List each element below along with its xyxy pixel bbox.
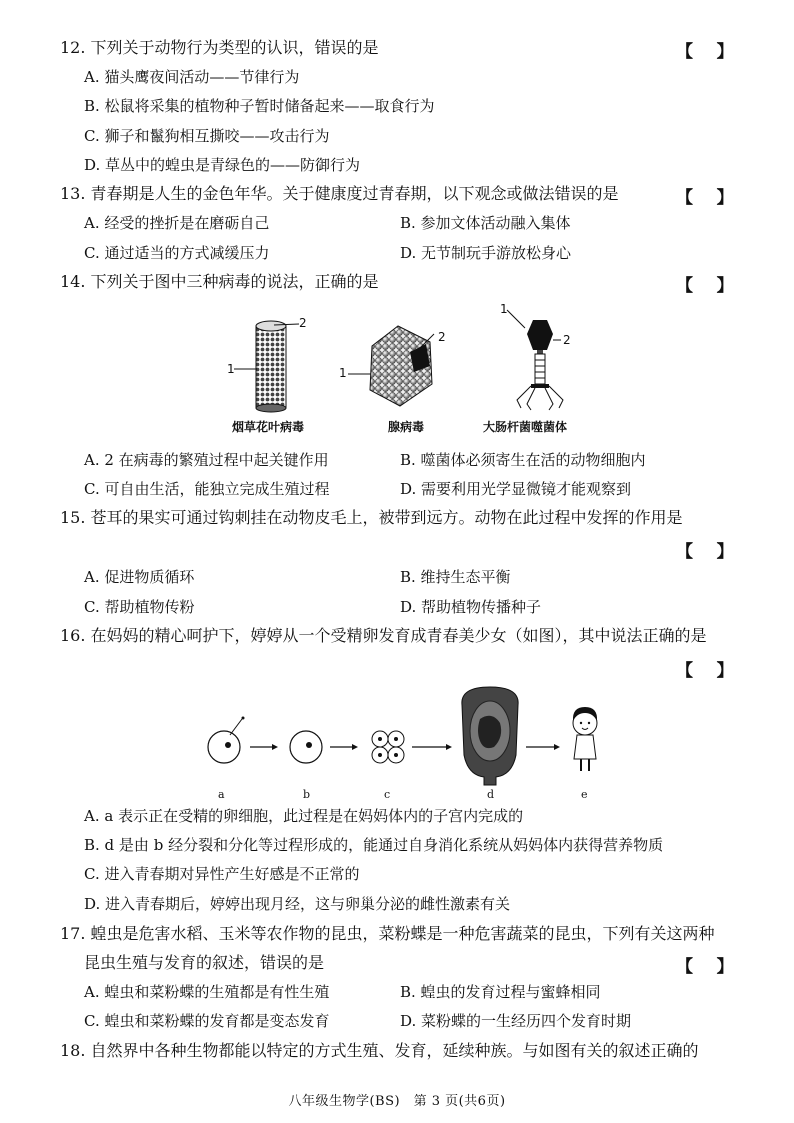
q16-option-c: C. 进入青春期对异性产生好感是不正常的 (84, 865, 360, 883)
phage-part-2-label: 2 (563, 333, 571, 347)
bacteriophage-label: 大肠杆菌噬菌体 (483, 420, 568, 434)
q16-stem: 16. 在妈妈的精心呵护下，婷婷从一个受精卵发育成青春美少女（如图），其中说法正确的是 (60, 626, 707, 645)
q13-answer-bracket: 【 】 (676, 188, 734, 208)
q13-stem: 13. 青春期是人生的金色年华。关于健康度过青春期，以下观念或做法错误的是 (60, 184, 619, 203)
q15-answer-bracket: 【 】 (676, 542, 734, 562)
q17-stem-line1: 17. 蝗虫是危害水稻、玉米等农作物的昆虫，菜粉蝶是一种危害蔬菜的昆虫，下列有关这两种 (60, 924, 715, 943)
q17-option-d: D. 菜粉蝶的一生经历四个发育时期 (400, 1012, 632, 1030)
tmv-part-1-label: 1 (227, 362, 235, 376)
q13-option-a: A. 经受的挫折是在磨砺自己 (84, 214, 270, 232)
q14-answer-bracket: 【 】 (676, 276, 734, 296)
q14-option-b: B. 噬菌体必须寄生在活的动物细胞内 (400, 451, 646, 469)
stage-a-label: a (218, 788, 225, 801)
q15-option-a: A. 促进物质循环 (84, 568, 195, 586)
q18-stem: 18. 自然界中各种生物都能以特定的方式生殖、发育，延续种族。与如图有关的叙述正确的 (60, 1041, 699, 1060)
stage-c-label: c (384, 788, 391, 801)
q12-option-c: C. 狮子和鬣狗相互撕咬——攻击行为 (84, 127, 330, 145)
q17-stem-line2: 昆虫生殖与发育的叙述，错误的是 (84, 953, 325, 972)
q16-option-d: D. 进入青春期后，婷婷出现月经，这与卵巢分泌的雌性激素有关 (84, 895, 511, 913)
q16-option-a: A. a 表示正在受精的卵细胞，此过程是在妈妈体内的子宫内完成的 (84, 807, 524, 825)
page-footer: 八年级生物学(BS) 第 3 页(共6页) (288, 1094, 506, 1109)
q14-option-c: C. 可自由生活，能独立完成生殖过程 (84, 480, 330, 498)
q14-option-d: D. 需要利用光学显微镜才能观察到 (400, 480, 632, 498)
q17-option-a: A. 蝗虫和菜粉蝶的生殖都是有性生殖 (84, 983, 330, 1001)
q15-option-b: B. 维持生态平衡 (400, 568, 511, 586)
q12-option-d: D. 草丛中的蝗虫是青绿色的——防御行为 (84, 156, 361, 174)
stage-e-label: e (581, 788, 588, 801)
q17-option-b: B. 蝗虫的发育过程与蜜蜂相同 (400, 983, 601, 1001)
q12-option-b: B. 松鼠将采集的植物种子暂时储备起来——取食行为 (84, 97, 435, 115)
q16-option-b: B. d 是由 b 经分裂和分化等过程形成的，能通过自身消化系统从妈妈体内获得营养物质 (84, 836, 664, 854)
q12-option-a: A. 猫头鹰夜间活动——节律行为 (84, 68, 300, 86)
q16-answer-bracket: 【 】 (676, 661, 734, 681)
bacteriophage-figure (495, 300, 585, 415)
q14-stem: 14. 下列关于图中三种病毒的说法，正确的是 (60, 272, 379, 291)
stage-d-label: d (487, 788, 495, 801)
q15-option-c: C. 帮助植物传粉 (84, 598, 195, 616)
q15-stem: 15. 苍耳的果实可通过钩刺挂在动物皮毛上，被带到远方。动物在此过程中发挥的作用是 (60, 508, 683, 527)
q14-option-a: A. 2 在病毒的繁殖过程中起关键作用 (84, 451, 329, 469)
q17-option-c: C. 蝗虫和菜粉蝶的发育都是变态发育 (84, 1012, 330, 1030)
adenovirus-part-2-label: 2 (438, 330, 446, 344)
stage-b-label: b (303, 788, 311, 801)
q15-option-d: D. 帮助植物传播种子 (400, 598, 542, 616)
q13-option-d: D. 无节制玩手游放松身心 (400, 244, 572, 262)
tobacco-mosaic-virus-label: 烟草花叶病毒 (232, 420, 305, 434)
phage-part-1-label: 1 (500, 302, 508, 316)
tmv-part-2-label: 2 (299, 316, 307, 330)
q12-stem: 12. 下列关于动物行为类型的认识，错误的是 (60, 38, 379, 57)
development-stages-figure (200, 685, 620, 785)
q12-answer-bracket: 【 】 (676, 42, 734, 62)
adenovirus-label: 腺病毒 (388, 420, 425, 434)
q13-option-b: B. 参加文体活动融入集体 (400, 214, 571, 232)
q13-option-c: C. 通过适当的方式减缓压力 (84, 244, 270, 262)
adenovirus-part-1-label: 1 (339, 366, 347, 380)
q17-answer-bracket: 【 】 (676, 957, 734, 977)
